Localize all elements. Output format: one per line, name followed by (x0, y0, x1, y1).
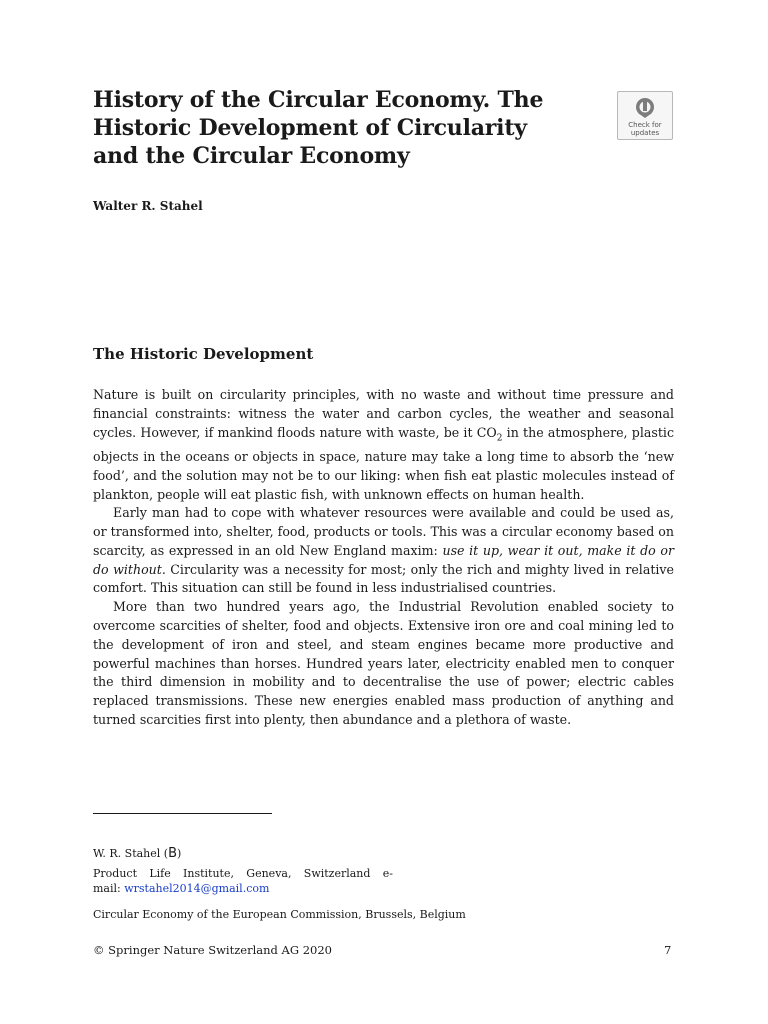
page-title (93, 86, 593, 170)
affiliation-institute (93, 866, 393, 896)
check-for-updates-badge[interactable] (617, 91, 673, 140)
title-line: and the Circular Economy (93, 143, 410, 169)
maxim-text: use it up, wear it out, make it do or do without. (93, 542, 675, 577)
paragraph-2: Early man had to cope with whatever resources were available and could be used as, or transformed into, shelter, food, products or tools. This was a circular economy based on scarcity, as expressed in an old New England maxim: use it up, wear it out, make it do or do without. Circularity was a necessity for most; only the rich and mighty lived in relative comfort. This situation can still be found in less industrialised countries. (93, 505, 675, 596)
paragraph-1: Nature is built on circularity principles, with no waste and without time pressure and financial constraints: witness the water and carbon cycles, the weather and seasonal cycles. However, if mankind floods nature with waste, be it $CO_2$ in the atmosphere, plastic objects in the oceans or objects in space, nature may take a long time to absorb the ‘new food’, and the solution may not be to our liking: when fish eat plastic molecules instead of plankton, people will eat plastic fish, with unknown effects on human health. (93, 387, 674, 502)
check-for-updates-icon (634, 96, 656, 120)
email-link[interactable]: wrstahel2014@gmail.com (124, 882, 270, 895)
paragraph-3: More than two hundred years ago, the Industrial Revolution enabled society to overcome scarcities of shelter, food and objects. Extensive iron ore and coal mining led to the development of iron and steel, and steam engines became more productive and powerful machines than horses. Hundred years later, electricity enabled men to conquer the third dimension in mobility and to decentralise the use of power; electric cables replaced transmissions. These new energies enabled mass production of anything and turned scarcities first into plenty, then abundance and a plethora of waste. (93, 599, 674, 728)
affiliation-commission: Circular Economy of the European Commission, Brussels, Belgium (93, 908, 466, 921)
envelope-icon: B (168, 846, 177, 861)
section-heading: The Historic Development (93, 345, 314, 363)
co2-subscript: 2 (496, 433, 503, 444)
author-name: Walter R. Stahel (93, 199, 203, 213)
affiliation-name: W. R. Stahel (B) (93, 846, 182, 861)
copyright-notice: © Springer Nature Switzerland AG 2020 (93, 943, 332, 957)
footnote-divider (93, 813, 272, 814)
body-text (93, 386, 674, 730)
affiliation-line: Product Life Institute, Geneva, Switzerland e- (93, 867, 393, 880)
title-line: History of the Circular Economy. The (93, 87, 544, 113)
page-number: 7 (664, 943, 672, 957)
email-line: mail: wrstahel2014@gmail.com (93, 882, 270, 895)
title-line: Historic Development of Circularity (93, 115, 527, 141)
badge-label: Check for updates (628, 121, 662, 137)
